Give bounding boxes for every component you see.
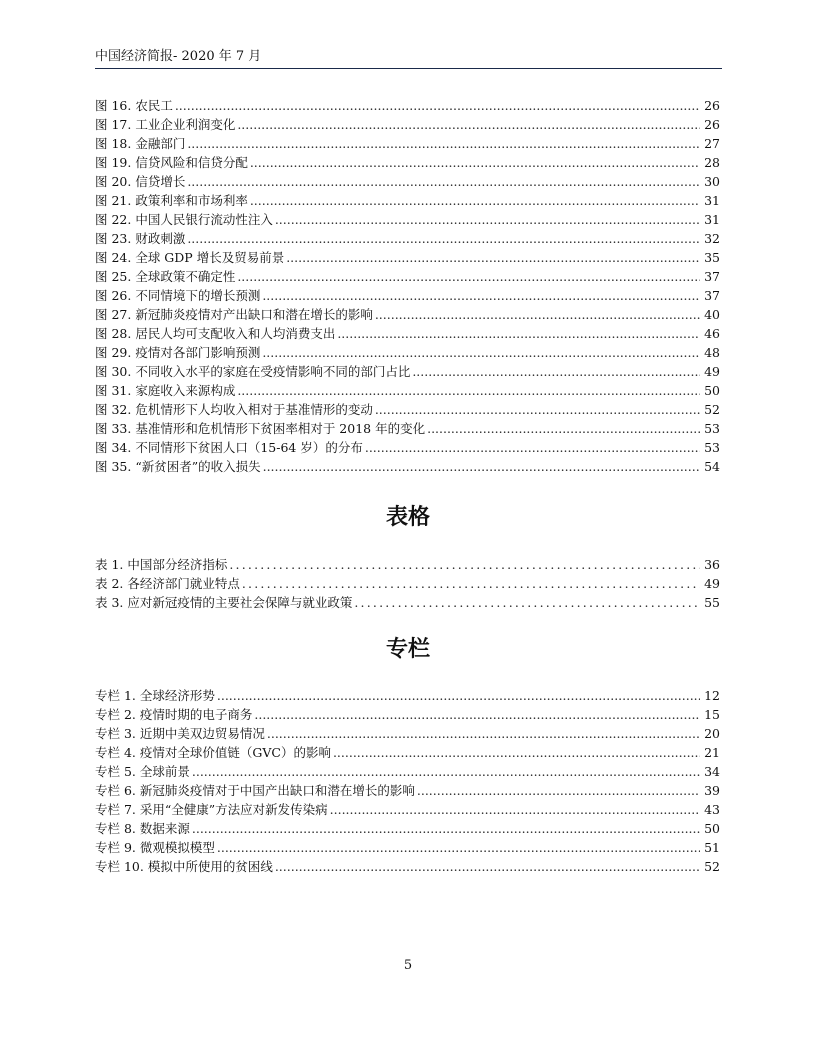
dot-leader: [192, 819, 700, 838]
dot-leader: [417, 781, 700, 800]
entry-page-number: 32: [704, 231, 720, 246]
figure-entry[interactable]: [95, 438, 720, 457]
figure-entry[interactable]: [95, 362, 720, 381]
figure-entry[interactable]: [95, 457, 720, 476]
figure-entry[interactable]: [95, 400, 720, 419]
entry-label: 图 25. 全球政策不确定性: [95, 269, 236, 284]
figure-entry[interactable]: [95, 419, 720, 438]
entry-page-number: 20: [704, 726, 720, 741]
figure-entry[interactable]: [95, 286, 720, 305]
box-entry[interactable]: [95, 838, 720, 857]
figure-entry[interactable]: [95, 248, 720, 267]
figure-entry[interactable]: [95, 267, 720, 286]
table-entry[interactable]: [95, 555, 720, 574]
dot-leader: [254, 705, 700, 724]
dot-leader: [337, 324, 700, 343]
dot-leader: [375, 400, 700, 419]
header-rule: [95, 68, 722, 69]
entry-label: 图 29. 疫情对各部门影响预测: [95, 345, 261, 360]
entry-page-number: 35: [704, 250, 720, 265]
dot-leader: [242, 574, 700, 593]
dot-leader: [237, 267, 700, 286]
tables-section-title: 表格: [385, 505, 430, 530]
dot-leader: [412, 362, 700, 381]
dot-leader: [217, 838, 700, 857]
entry-label: 专栏 9. 微观模拟模型: [95, 840, 215, 855]
entry-label: 图 27. 新冠肺炎疫情对产出缺口和潜在增长的影响: [95, 307, 373, 322]
dot-leader: [250, 191, 700, 210]
entry-page-number: 50: [704, 821, 720, 836]
entry-page-number: 52: [704, 859, 720, 874]
figure-entry[interactable]: [95, 381, 720, 400]
entry-page-number: 52: [704, 402, 720, 417]
entry-label: 表 1. 中国部分经济指标: [95, 557, 228, 572]
figure-entry[interactable]: [95, 210, 720, 229]
entry-label: 图 17. 工业企业利润变化: [95, 117, 236, 132]
entry-label: 图 23. 财政刺激: [95, 231, 186, 246]
entry-label: 图 28. 居民人均可支配收入和人均消费支出: [95, 326, 336, 341]
entry-page-number: 49: [704, 576, 720, 591]
dot-leader: [250, 153, 700, 172]
entry-label: 图 34. 不同情形下贫困人口（15-64 岁）的分布: [95, 440, 363, 455]
entry-label: 专栏 10. 模拟中所使用的贫困线: [95, 859, 273, 874]
dot-leader: [333, 743, 700, 762]
entry-page-number: 46: [704, 326, 720, 341]
figure-entry[interactable]: [95, 305, 720, 324]
box-entry[interactable]: [95, 724, 720, 743]
entry-page-number: 28: [704, 155, 720, 170]
entry-label: 专栏 4. 疫情对全球价值链（GVC）的影响: [95, 745, 331, 760]
entry-page-number: 21: [704, 745, 720, 760]
figure-list: [95, 96, 720, 476]
box-entry[interactable]: [95, 857, 720, 876]
running-header: 中国经济简报- 2020 年 7 月: [95, 49, 262, 64]
figure-entry[interactable]: [95, 324, 720, 343]
box-entry[interactable]: [95, 686, 720, 705]
entry-page-number: 27: [704, 136, 720, 151]
entry-label: 图 16. 农民工: [95, 98, 173, 113]
entry-label: 图 19. 信贷风险和信贷分配: [95, 155, 248, 170]
entry-label: 专栏 7. 采用“全健康”方法应对新发传染病: [95, 802, 328, 817]
entry-label: 图 31. 家庭收入来源构成: [95, 383, 236, 398]
box-entry[interactable]: [95, 743, 720, 762]
table-entry[interactable]: [95, 593, 720, 612]
entry-page-number: 39: [704, 783, 720, 798]
entry-label: 图 26. 不同情境下的增长预测: [95, 288, 261, 303]
entry-label: 图 22. 中国人民银行流动性注入: [95, 212, 273, 227]
entry-page-number: 54: [704, 459, 720, 474]
dot-leader: [275, 210, 700, 229]
box-entry[interactable]: [95, 800, 720, 819]
dot-leader: [237, 381, 700, 400]
page-number: 5: [403, 958, 413, 973]
dot-leader: [354, 593, 700, 612]
entry-label: 专栏 5. 全球前景: [95, 764, 190, 779]
entry-label: 表 3. 应对新冠疫情的主要社会保障与就业政策: [95, 595, 353, 610]
entry-label: 表 2. 各经济部门就业特点: [95, 576, 240, 591]
dot-leader: [330, 800, 700, 819]
dot-leader: [375, 305, 700, 324]
box-entry[interactable]: [95, 819, 720, 838]
entry-page-number: 37: [704, 269, 720, 284]
figure-entry[interactable]: [95, 229, 720, 248]
figure-entry[interactable]: [95, 343, 720, 362]
entry-page-number: 30: [704, 174, 720, 189]
entry-label: 图 35. “新贫困者”的收入损失: [95, 459, 261, 474]
entry-page-number: 53: [704, 440, 720, 455]
figure-entry[interactable]: [95, 191, 720, 210]
dot-leader: [262, 286, 700, 305]
figure-entry[interactable]: [95, 172, 720, 191]
entry-page-number: 12: [704, 688, 720, 703]
dot-leader: [187, 134, 700, 153]
entry-page-number: 40: [704, 307, 720, 322]
dot-leader: [187, 229, 700, 248]
entry-label: 图 18. 金融部门: [95, 136, 186, 151]
dot-leader: [263, 457, 700, 476]
dot-leader: [275, 857, 700, 876]
box-entry[interactable]: [95, 762, 720, 781]
entry-label: 图 33. 基准情形和危机情形下贫困率相对于 2018 年的变化: [95, 421, 426, 436]
figure-entry[interactable]: [95, 134, 720, 153]
entry-label: 图 20. 信贷增长: [95, 174, 186, 189]
entry-page-number: 50: [704, 383, 720, 398]
entry-page-number: 55: [704, 595, 720, 610]
entry-page-number: 49: [704, 364, 720, 379]
box-entry[interactable]: [95, 781, 720, 800]
entry-page-number: 37: [704, 288, 720, 303]
table-entry[interactable]: [95, 574, 720, 593]
entry-page-number: 31: [704, 193, 720, 208]
entry-page-number: 36: [704, 557, 720, 572]
entry-page-number: 51: [704, 840, 720, 855]
entry-label: 图 30. 不同收入水平的家庭在受疫情影响不同的部门占比: [95, 364, 411, 379]
entry-label: 专栏 1. 全球经济形势: [95, 688, 215, 703]
entry-page-number: 43: [704, 802, 720, 817]
dot-leader: [262, 343, 700, 362]
dot-leader: [267, 724, 700, 743]
dot-leader: [229, 555, 700, 574]
table-list: [95, 555, 720, 612]
figure-entry[interactable]: [95, 115, 720, 134]
dot-leader: [187, 172, 700, 191]
entry-page-number: 26: [704, 98, 720, 113]
entry-page-number: 48: [704, 345, 720, 360]
entry-label: 专栏 2. 疫情时期的电子商务: [95, 707, 253, 722]
dot-leader: [365, 438, 700, 457]
entry-label: 专栏 8. 数据来源: [95, 821, 190, 836]
figure-entry[interactable]: [95, 153, 720, 172]
entry-label: 专栏 6. 新冠肺炎疫情对于中国产出缺口和潜在增长的影响: [95, 783, 415, 798]
dot-leader: [175, 96, 700, 115]
box-list: [95, 686, 720, 876]
entry-label: 图 32. 危机情形下人均收入相对于基准情形的变动: [95, 402, 373, 417]
entry-page-number: 26: [704, 117, 720, 132]
box-entry[interactable]: [95, 705, 720, 724]
dot-leader: [237, 115, 700, 134]
entry-label: 图 24. 全球 GDP 增长及贸易前景: [95, 250, 285, 265]
boxes-section-title: 专栏: [385, 637, 430, 662]
dot-leader: [286, 248, 700, 267]
entry-page-number: 53: [704, 421, 720, 436]
entry-page-number: 15: [704, 707, 720, 722]
dot-leader: [427, 419, 700, 438]
dot-leader: [192, 762, 700, 781]
entry-page-number: 31: [704, 212, 720, 227]
figure-entry[interactable]: [95, 96, 720, 115]
entry-label: 专栏 3. 近期中美双边贸易情况: [95, 726, 265, 741]
entry-page-number: 34: [704, 764, 720, 779]
entry-label: 图 21. 政策利率和市场利率: [95, 193, 248, 208]
dot-leader: [217, 686, 700, 705]
